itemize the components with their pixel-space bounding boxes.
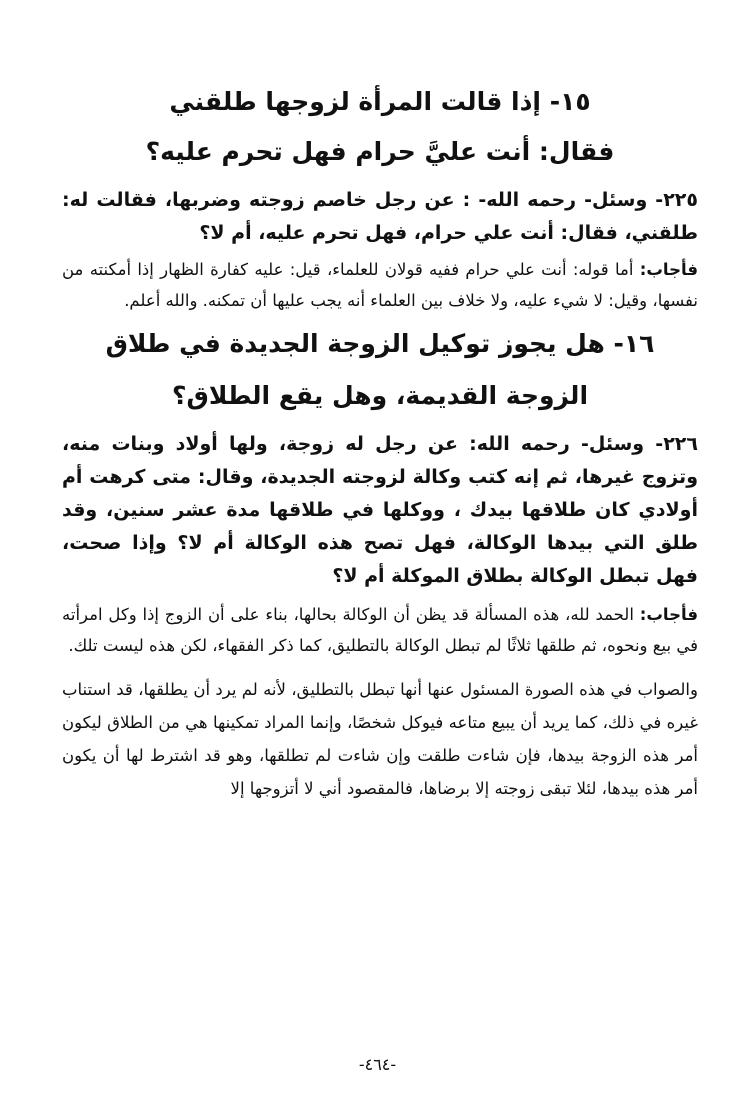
page-number: -٤٦٤- — [358, 1055, 397, 1074]
question-226: ٢٢٦- وسئل- رحمه الله: عن رجل له زوجة، ولها أولاد وبنات منه، وتزوج غيرها، ثم إنه كتب وكالة لزوجته الجديدة، وقال: متى كرهت أم أولادي كان طلاقها بيدك ، ووكلها في طلاقها مدة عشر سنين، وقد طلق التي بيدها الوكالة، فهل تصح هذه الوكالة أم لا؟ وإذا صحت، فهل تبطل الوكالة بطلاق الموكلة أم لا؟ — [62, 433, 698, 587]
section-16-heading-line1: ١٦- هل يجوز توكيل الزوجة الجديدة في طلاق — [105, 329, 655, 358]
section-15-heading-line2: فقال: أنت عليَّ حرام فهل تحرم عليه؟ — [145, 137, 615, 166]
answer-226 — [62, 599, 698, 661]
answer-226-continuation: والصواب في هذه الصورة المسئول عنها أنها تبطل بالتطليق، لأنه لم يرد أن يطلقها، قد استناب غيره في ذلك، كما يريد أن يبيع متاعه فيوكل شخصًا، وإنما المراد تمكينها هي من الطلاق ليكون أمر هذه الزوجة بيدها، فإن شاءت طلقت وإن شاءت لم تطلقها، وهو قد اشترط لها أن يكون أمر هذه بيدها، لئلا تبقى زوجته إلا برضاها، فالمقصود أني لا أتزوجها إلا — [62, 680, 698, 798]
question-225: ٢٢٥- وسئل- رحمه الله- : عن رجل خاصم زوجته وضربها، فقالت له: طلقني، فقال: أنت علي حرام، فهل تحرم عليه، أم لا؟ — [62, 189, 698, 244]
answer-225 — [62, 254, 698, 316]
answer-226-body: الحمد لله، هذه المسألة قد يظن أن الوكالة بحالها، بناء على أن الزوج إذا وكل امرأته في بيع ونحوه، ثم طلقها ثلاثًا لم تبطل الوكالة بالتطليق، كما ذكر الفقهاء، لكن هذه ليست تلك. — [62, 605, 698, 655]
section-16-heading-line2: الزوجة القديمة، وهل يقع الطلاق؟ — [171, 381, 589, 410]
section-15-heading-line1: ١٥- إذا قالت المرأة لزوجها طلقني — [169, 87, 591, 116]
answer-225-lead: فأجاب: — [639, 260, 698, 279]
answer-225-body: أما قوله: أنت علي حرام ففيه قولان للعلماء، قيل: عليه كفارة الظهار إذا أمكنته من نفسها، وقيل: لا شيء عليه، ولا خلاف بين العلماء أنه يجب عليها أن تمكنه. والله أعلم. — [62, 260, 698, 310]
answer-226-lead: فأجاب: — [639, 605, 698, 624]
book-page — [62, 70, 698, 1070]
